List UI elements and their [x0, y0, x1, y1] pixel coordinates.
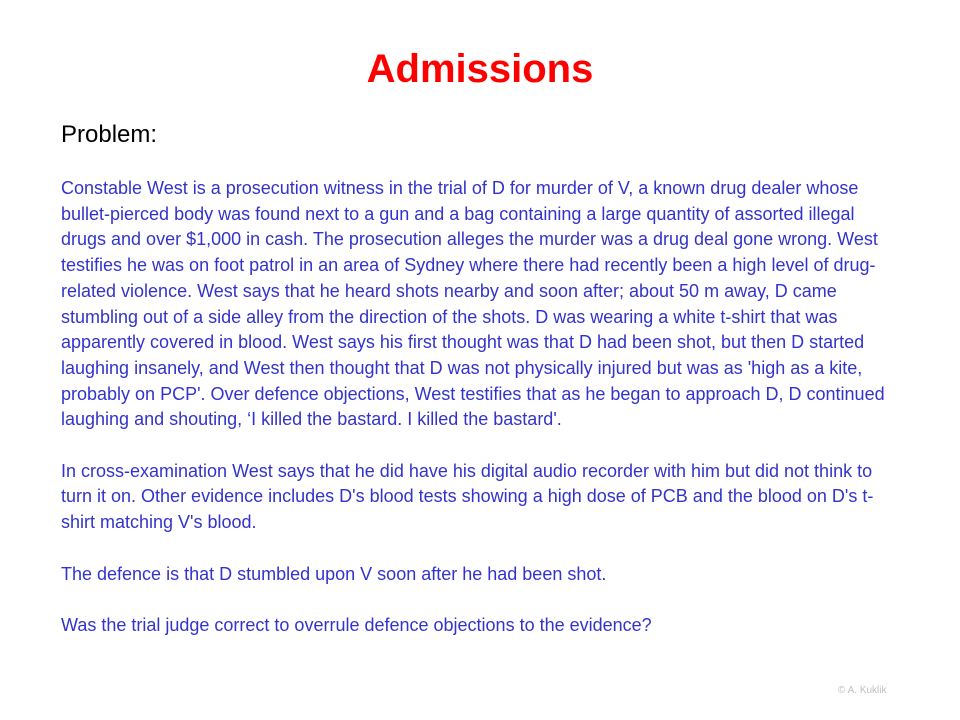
problem-heading: Problem: — [61, 121, 158, 148]
slide-title: Admissions — [366, 47, 594, 91]
defence-paragraph: The defence is that D stumbled upon V soon after he had been shot. — [61, 563, 607, 584]
copyright-notice: © A. Kuklik — [838, 685, 887, 696]
question-paragraph: Was the trial judge correct to overrule defence objections to the evidence? — [61, 614, 652, 635]
problem-body — [61, 176, 891, 639]
facts-paragraph: Constable West is a prosecution witness in the trial of D for murder of V, a known drug dealer whose bullet-pierced body was found next to a gun and a bag containing a large quantity of assorted illegal drugs and over $1,000 in cash. The prosecution alleges the murder was a drug deal gone wrong. West testifies he was on foot patrol in an area of Sydney where there had recently been a high level of drug-related violence. West says that he heard shots nearby and soon after; about 50 m away, D came stumbling out of a side alley from the direction of the shots. D was wearing a white t-shirt that was apparently covered in blood. West says his first thought was that D had been shot, but then D started laughing insanely, and West then thought that D was not physically injured but was as 'high as a kite, probably on PCP'. Over defence objections, West testifies that as he began to approach D, D continued laughing and shouting, ‘I killed the bastard. I killed the bastard'. — [61, 178, 885, 430]
cross-examination-paragraph: In cross-examination West says that he did have his digital audio recorder with him but did not think to turn it on. Other evidence includes D's blood tests showing a high dose of PCB and the blood on D's t-shirt matching V's blood. — [61, 460, 874, 533]
